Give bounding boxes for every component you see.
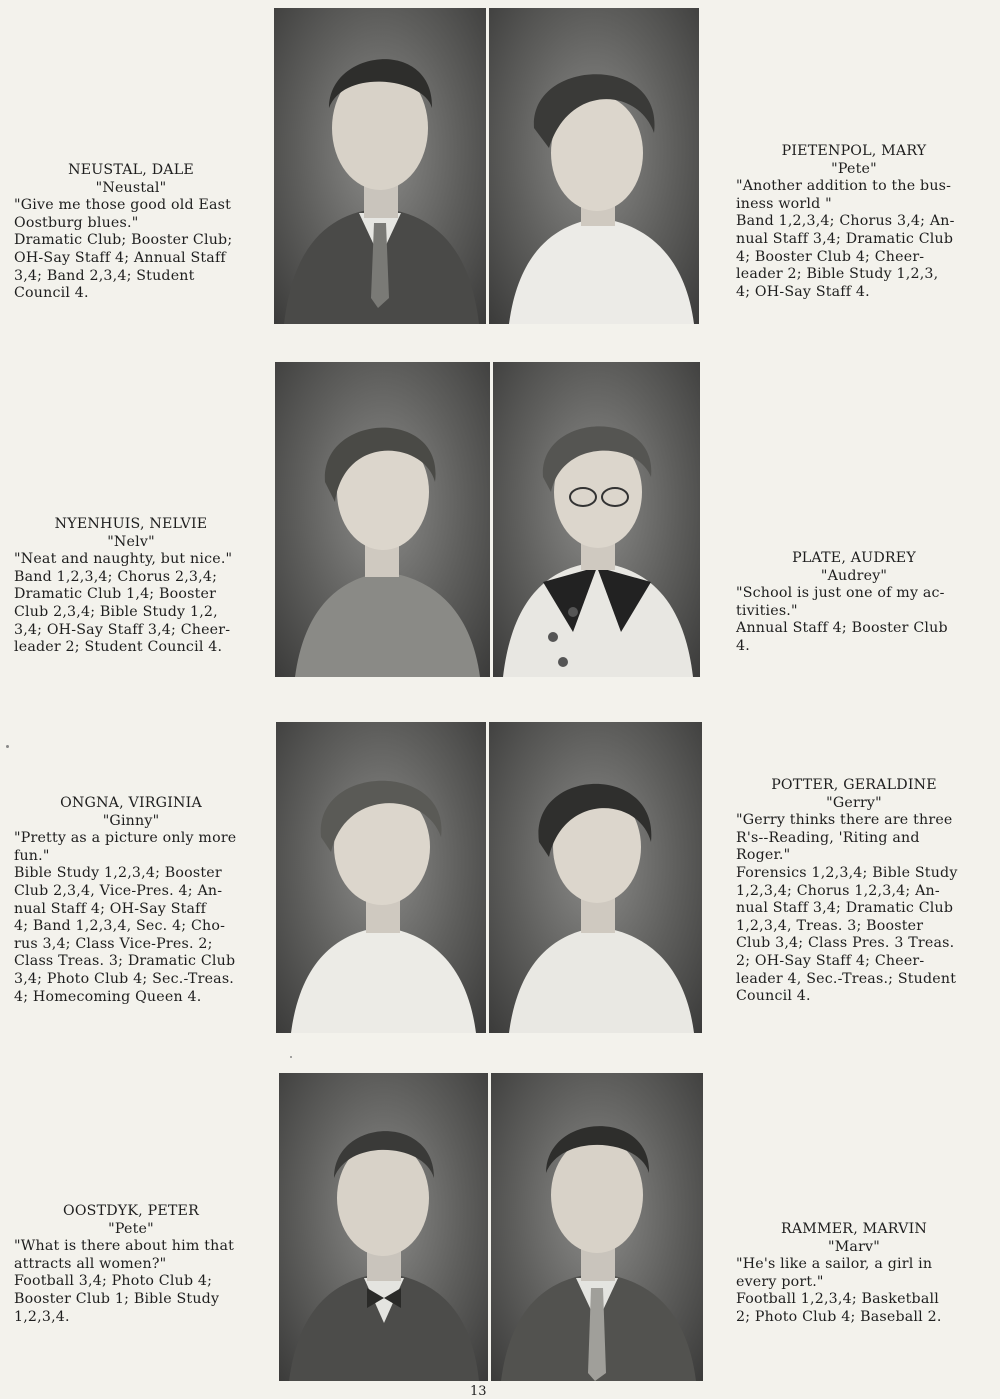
bio-line: Football 3,4; Photo Club 4;: [14, 1273, 213, 1290]
student-name: POTTER, GERALDINE: [771, 777, 937, 793]
bio-line: Dramatic Club 1,4; Booster: [14, 586, 217, 603]
student-nickname: "Ginny": [102, 812, 160, 829]
student-name: NYENHUIS, NELVIE: [54, 516, 208, 532]
bio-line: "He's like a sailor, a girl in: [736, 1256, 933, 1273]
bio-line: Annual Staff 4; Booster Club: [736, 620, 948, 637]
bio-line: 2; OH-Say Staff 4; Cheer-: [736, 952, 925, 969]
student-bio-nyenhuis-nelvie: [14, 516, 248, 657]
bio-line: iness world ": [736, 195, 832, 212]
bio-line: 1,2,3,4.: [14, 1308, 70, 1325]
bio-line: fun.": [14, 847, 50, 864]
portrait-figure: [275, 362, 490, 677]
bio-line: 1,2,3,4, Treas. 3; Booster: [736, 917, 924, 934]
paper-speck: [6, 745, 9, 748]
bio-line: Roger.": [736, 847, 791, 864]
bio-line: Band 1,2,3,4; Chorus 3,4; An-: [736, 213, 955, 230]
student-bio-pietenpol-mary: [736, 143, 972, 301]
bio-line: Club 2,3,4; Bible Study 1,2,: [14, 603, 218, 620]
portrait-photo-nyenhuis-nelvie: [275, 362, 490, 677]
bio-line: 4; Band 1,2,3,4, Sec. 4; Cho-: [14, 918, 226, 935]
bio-line: Bible Study 1,2,3,4; Booster: [14, 865, 222, 882]
bio-line: Council 4.: [14, 285, 89, 302]
portrait-photo-oostdyk-peter: [279, 1073, 488, 1381]
portrait-photo-plate-audrey: [493, 362, 700, 677]
bio-line: leader 4, Sec.-Treas.; Student: [736, 970, 957, 987]
bio-line: "Pretty as a picture only more: [14, 830, 237, 847]
page-number: 13: [470, 1384, 487, 1399]
student-name: ONGNA, VIRGINIA: [60, 795, 202, 811]
portrait-figure: [489, 722, 702, 1033]
portrait-figure: [279, 1073, 488, 1381]
bio-line: Booster Club 1; Bible Study: [14, 1290, 220, 1307]
bio-line: 1,2,3,4; Chorus 1,2,3,4; An-: [736, 882, 940, 899]
bio-line: nual Staff 3,4; Dramatic Club: [736, 900, 954, 917]
bio-line: nual Staff 4; OH-Say Staff: [14, 900, 207, 917]
bio-line: 3,4; Photo Club 4; Sec.-Treas.: [14, 970, 235, 987]
bio-line: leader 2; Bible Study 1,2,3,: [736, 266, 939, 283]
bio-line: tivities.": [736, 602, 798, 619]
portrait-figure: [493, 362, 700, 677]
bio-line: R's--Reading, 'Riting and: [736, 829, 920, 846]
student-name: PLATE, AUDREY: [792, 550, 916, 566]
bio-line: OH-Say Staff 4; Annual Staff: [14, 249, 226, 266]
bio-line: Band 1,2,3,4; Chorus 2,3,4;: [14, 568, 218, 585]
bio-line: Dramatic Club; Booster Club;: [14, 232, 233, 249]
bio-line: "What is there about him that: [14, 1238, 235, 1255]
bio-line: Oostburg blues.": [14, 214, 139, 231]
bio-line: "Another addition to the bus-: [736, 178, 952, 195]
bio-line: "Give me those good old East: [14, 197, 232, 214]
student-nickname: "Nelv": [107, 533, 155, 550]
student-bio-ongna-virginia: [14, 795, 248, 1006]
student-nickname: "Neustal": [95, 179, 167, 196]
student-name: OOSTDYK, PETER: [62, 1203, 199, 1219]
bio-line: Club 2,3,4, Vice-Pres. 4; An-: [14, 882, 223, 899]
student-nickname: "Pete": [108, 1220, 154, 1237]
portrait-figure: [491, 1073, 703, 1381]
bio-line: 4.: [736, 637, 750, 654]
portrait-figure: [489, 8, 699, 324]
student-bio-neustal-dale: [14, 162, 248, 303]
bio-line: 3,4; OH-Say Staff 3,4; Cheer-: [14, 621, 231, 638]
portrait-photo-neustal-dale: [274, 8, 486, 324]
bio-line: 4; Booster Club 4; Cheer-: [736, 248, 925, 265]
student-bio-plate-audrey: [736, 550, 972, 656]
bio-line: "Gerry thinks there are three: [736, 812, 953, 829]
bio-line: Football 1,2,3,4; Basketball: [736, 1291, 939, 1308]
student-bio-potter-geraldine: [736, 777, 972, 1006]
paper-speck: [290, 1056, 292, 1058]
bio-line: Club 3,4; Class Pres. 3 Treas.: [736, 935, 955, 952]
student-name: RAMMER, MARVIN: [780, 1221, 928, 1237]
student-nickname: "Marv": [827, 1238, 881, 1255]
bio-line: rus 3,4; Class Vice-Pres. 2;: [14, 935, 213, 952]
bio-line: "Neat and naughty, but nice.": [14, 551, 233, 568]
portrait-figure: [276, 722, 486, 1033]
bio-line: 4; OH-Say Staff 4.: [736, 283, 870, 300]
bio-line: 3,4; Band 2,3,4; Student: [14, 267, 195, 284]
student-bio-rammer-marvin: [736, 1221, 972, 1327]
bio-line: "School is just one of my ac-: [736, 585, 945, 602]
bio-line: nual Staff 3,4; Dramatic Club: [736, 230, 954, 247]
student-nickname: "Gerry": [826, 794, 882, 811]
portrait-photo-potter-geraldine: [489, 722, 702, 1033]
student-name: NEUSTAL, DALE: [68, 162, 194, 178]
bio-line: Forensics 1,2,3,4; Bible Study: [736, 864, 958, 881]
portrait-photo-rammer-marvin: [491, 1073, 703, 1381]
bio-line: Council 4.: [736, 988, 811, 1005]
student-bio-oostdyk-peter: [14, 1203, 248, 1326]
bio-line: attracts all women?": [14, 1255, 167, 1272]
student-nickname: "Pete": [831, 160, 877, 177]
bio-line: every port.": [736, 1273, 824, 1290]
portrait-photo-ongna-virginia: [276, 722, 486, 1033]
bio-line: Class Treas. 3; Dramatic Club: [14, 953, 236, 970]
portrait-figure: [274, 8, 486, 324]
student-name: PIETENPOL, MARY: [781, 143, 927, 159]
bio-line: leader 2; Student Council 4.: [14, 639, 223, 656]
bio-line: 2; Photo Club 4; Baseball 2.: [736, 1308, 942, 1325]
student-nickname: "Audrey": [820, 567, 888, 584]
portrait-photo-pietenpol-mary: [489, 8, 699, 324]
bio-line: 4; Homecoming Queen 4.: [14, 988, 202, 1005]
